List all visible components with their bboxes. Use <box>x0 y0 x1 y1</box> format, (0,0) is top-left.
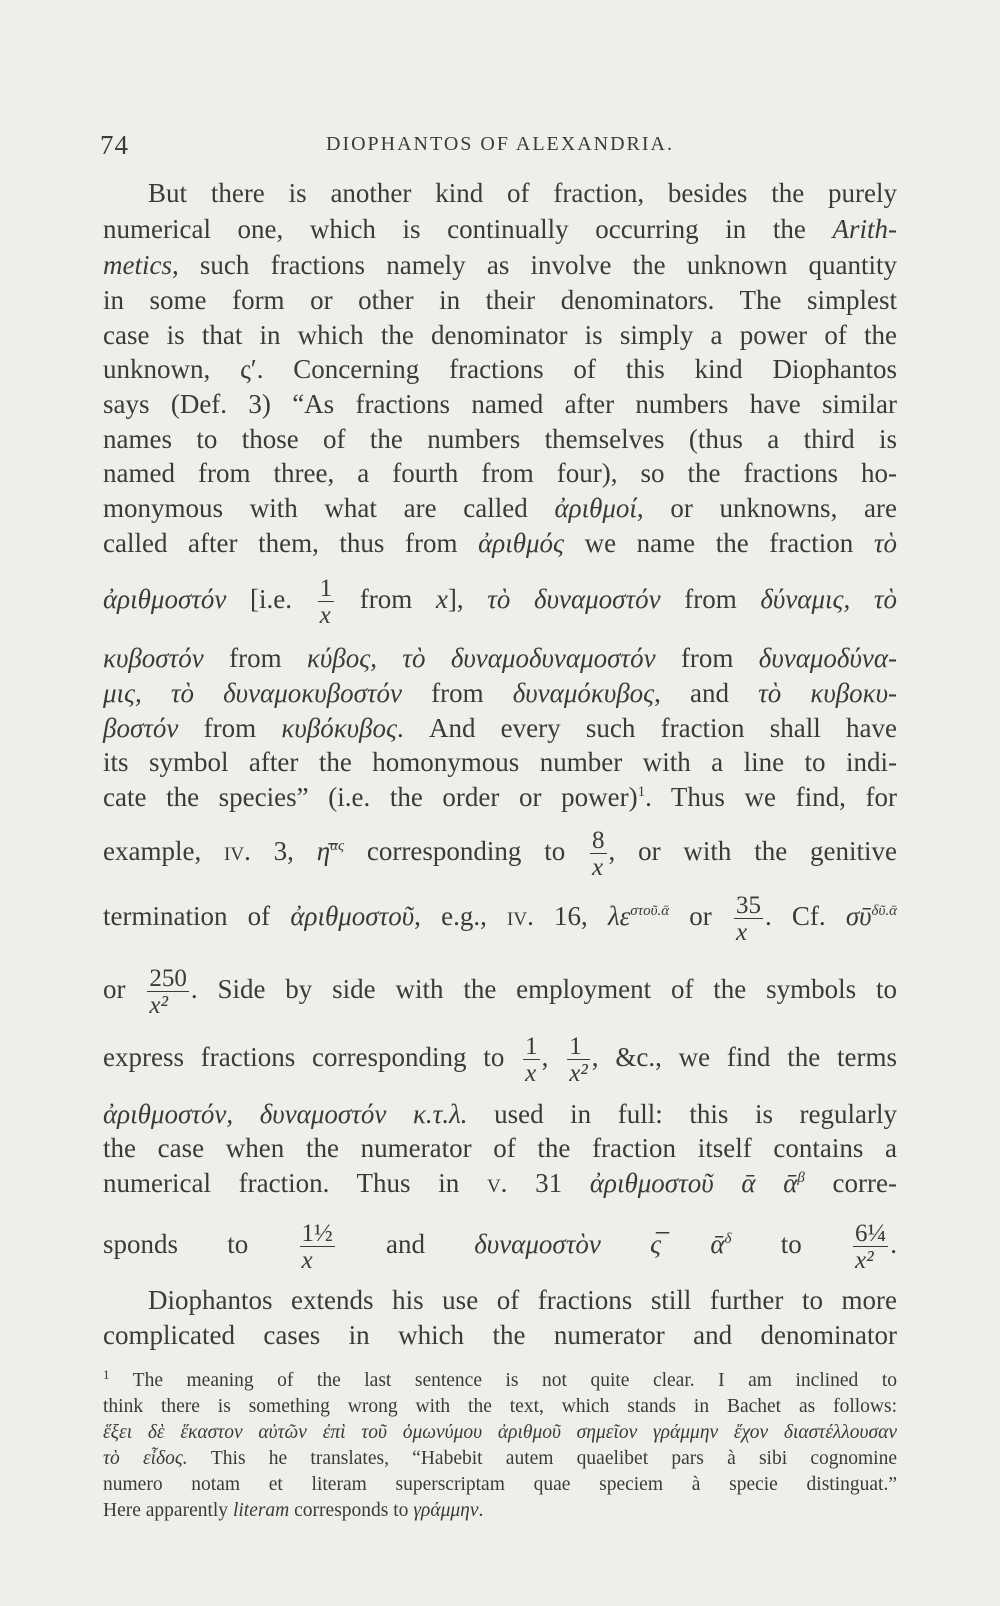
text-line: termination of ἀριθμοστοῦ, e.g., iv. 16, $\lambda\varepsilon^{\sigma\tau oῦ.ᾱ}$ or $\frac{35}{x}$ . Cf. σῡ$^{\delta ῦ.ᾱ}$ <box>103 892 898 946</box>
text-line: example, iv. 3, η̄$^{\alpha\varsigma}$ corresponding to $\frac{8}{x}$ , or with the genitive <box>103 827 898 881</box>
text-line: says (Def. 3) “As fractions named after numbers have similar <box>103 389 897 419</box>
fraction: $\frac{1}{\text{x²}}$ <box>569 1033 588 1087</box>
fraction: $\frac{35}{x}$ <box>735 892 761 946</box>
text-line: cate the species” (i.e. the order or power)$^1$. Thus we find, for <box>103 782 897 812</box>
text-line: case is that in which the denominator is simply a power of the <box>103 320 897 350</box>
text-line: its symbol after the homonymous number with a line to indi- <box>103 747 897 777</box>
text-line: Diophantos extends his use of fractions still further to more <box>148 1285 897 1315</box>
text-line: monymous with what are called ἀριθμοί, or unknowns, are <box>103 493 897 523</box>
footnote-number: 1 <box>103 1367 110 1382</box>
text-line: in some form or other in their denominators. The simplest <box>103 285 897 315</box>
text-line: sponds to $\frac{\text{1½}}{x}$ and δυναμοστὸν ς̅ ᾱ$^\delta$ to $\frac{\text{6¼}}{\text{x²}}$ . <box>103 1220 897 1274</box>
fraction: $\frac{1}{x}$ <box>525 1033 538 1087</box>
text-line: μις, τὸ δυναμοκυβοστόν from δυναμόκυβος, and τὸ κυβοκυ- <box>103 678 898 708</box>
text-line: metics, such fractions namely as involve the unknown quantity <box>103 250 897 280</box>
fraction: $\frac{250}{\text{x²}}$ <box>149 965 187 1019</box>
fraction: $\frac{1}{x}$ <box>319 575 333 629</box>
footnote-line: τὸ εἶδος. This he translates, “Habebit autem quaelibet pars à sibi cognomine <box>103 1448 898 1469</box>
text-line: named from three, a fourth from four), so the fractions ho- <box>103 458 897 488</box>
text-line: express fractions corresponding to $\frac{1}{x}$ , $\frac{1}{\text{x²}}$ , &c., we find the terms <box>103 1033 897 1087</box>
footnote-line: numero notam et literam superscriptam quae speciem à specie distinguat.” <box>103 1474 897 1495</box>
text-line: ἀριθμοστόν [i.e. $\frac{1}{x}$ from x], τὸ δυναμοστόν from δύναμις, τὸ <box>103 575 898 629</box>
footnote-marker: 1 <box>637 784 646 800</box>
text-line: unknown, ς′. Concerning fractions of this kind Diophantos <box>103 354 897 384</box>
footnote-line: think there is something wrong with the text, which stands in Bachet as follows: <box>103 1396 897 1417</box>
fraction: $\frac{\text{1½}}{x}$ <box>301 1220 333 1274</box>
page-header <box>100 130 900 164</box>
text-line: names to those of the numbers themselves (thus a third is <box>103 424 897 454</box>
text-line: numerical one, which is continually occurring in the Arith- <box>103 214 897 244</box>
fraction: $\frac{\text{6¼}}{\text{x²}}$ <box>854 1220 887 1274</box>
text-line: the case when the numerator of the fraction itself contains a <box>103 1133 897 1163</box>
fraction: $\frac{8}{x}$ <box>592 827 605 881</box>
footnote-line: $^1$ The meaning of the last sentence is not quite clear. I am inclined to <box>103 1367 897 1391</box>
footnote-line: Here apparently literam corresponds to γράμμην. <box>103 1500 484 1521</box>
footnote-line: ἕξει δὲ ἕκαστον αὐτῶν ἐπὶ τοῦ ὁμωνύμου ἀριθμοῦ σημεῖον γράμμην ἔχον διαστέλλουσαν <box>103 1422 897 1443</box>
text-line: complicated cases in which the numerator and denominator <box>103 1320 897 1350</box>
text-line: ἀριθμοστόν, δυναμοστόν κ.τ.λ. used in full: this is regularly <box>103 1099 897 1129</box>
running-title: DIOPHANTOS OF ALEXANDRIA. <box>326 133 674 155</box>
text-line: κυβοστόν from κύβος, τὸ δυναμοδυναμοστόν from δυναμοδύνα- <box>103 643 898 673</box>
text-line: called after them, thus from ἀριθμός we name the fraction τὸ <box>103 528 898 558</box>
text-line: But there is another kind of fraction, besides the purely <box>148 178 897 208</box>
text-line: βοστόν from κυβόκυβος. And every such fraction shall have <box>103 713 897 743</box>
text-line: or $\frac{250}{\text{x²}}$ . Side by side with the employment of the symbols to <box>103 965 897 1019</box>
text-line: numerical fraction. Thus in v. 31 ἀριθμοστοῦ ᾱ ᾱ$^\beta$ corre- <box>103 1168 897 1198</box>
page-number: 74 <box>100 130 129 160</box>
